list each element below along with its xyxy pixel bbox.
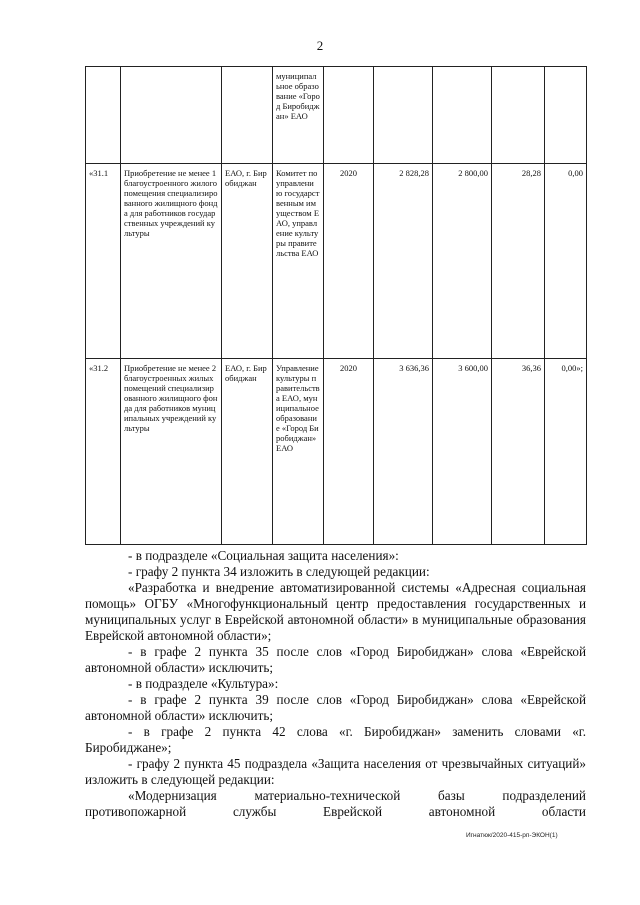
cell-executor: Комитет по управлению государственным имуществом ЕАО, управление культуры правительства ЕАО [273,164,324,359]
cell-name: Приобретение не менее 2 благоустроенных жилых помещений специализированного жилищного фонда для работников муниципальных учреждений культуры [121,359,222,545]
table-row [86,67,587,164]
cell-year: 2020 [324,164,374,359]
cell-regional [492,67,545,164]
paragraph: - в подразделе «Социальная защита населения»: [128,548,399,563]
page-number: 2 [316,38,324,53]
program-table [85,66,587,545]
paragraph: «Разработка и внедрение автоматизированной системы «Адресная социальная помощь» ОГБУ «Многофункциональный центр предоставления государственных и муниципальных услуг в Еврейской автономной области» в муниципальные образования Еврейской автономной области»; [85,580,586,643]
cell-name: Приобретение не менее 1 благоустроенного жилого помещения специализированного жилищного фонда для работников государственных учреждений культуры [121,164,222,359]
cell-executor: муниципальное образование «Город Биробиджан» ЕАО [273,67,324,164]
cell-total: 2 828,28 [374,164,433,359]
cell-regional: 28,28 [492,164,545,359]
table-row [86,359,587,545]
cell-name [121,67,222,164]
cell-num: «31.2 [86,359,121,545]
paragraph: - графу 2 пункта 45 подраздела «Защита населения от чрезвычайных ситуаций» изложить в следующей редакции: [85,756,586,787]
cell-federal: 2 800,00 [433,164,492,359]
cell-federal: 3 600,00 [433,359,492,545]
cell-regional: 36,36 [492,359,545,545]
cell-local: 0,00 [545,164,587,359]
cell-local [545,67,587,164]
cell-place: ЕАО, г. Биробиджан [222,359,273,545]
paragraph: - в графе 2 пункта 39 после слов «Город Биробиджан» слова «Еврейской автономной области» исключить; [85,692,586,723]
cell-num [86,67,121,164]
amendment-text [85,548,586,820]
cell-num: «31.1 [86,164,121,359]
document-stamp: Игнатюк/2020-415-рп-ЭКОН(1) [466,832,558,839]
cell-year: 2020 [324,359,374,545]
table-row [86,164,587,359]
paragraph: «Модернизация материально-технической базы подразделений противопожарной службы Еврейской автономной области [85,788,586,819]
cell-total: 3 636,36 [374,359,433,545]
cell-local: 0,00»; [545,359,587,545]
paragraph: - в графе 2 пункта 42 слова «г. Биробиджан» заменить словами «г. Биробиджане»; [85,724,586,755]
cell-place: ЕАО, г. Биробиджан [222,164,273,359]
cell-total [374,67,433,164]
cell-executor: Управление культуры правительства ЕАО, муниципальное образование «Город Биробиджан» ЕАО [273,359,324,545]
paragraph: - в графе 2 пункта 35 после слов «Город Биробиджан» слова «Еврейской автономной области» исключить; [85,644,586,675]
paragraph: - графу 2 пункта 34 изложить в следующей редакции: [128,564,430,579]
cell-federal [433,67,492,164]
cell-year [324,67,374,164]
cell-place [222,67,273,164]
paragraph: - в подразделе «Культура»: [128,676,279,691]
